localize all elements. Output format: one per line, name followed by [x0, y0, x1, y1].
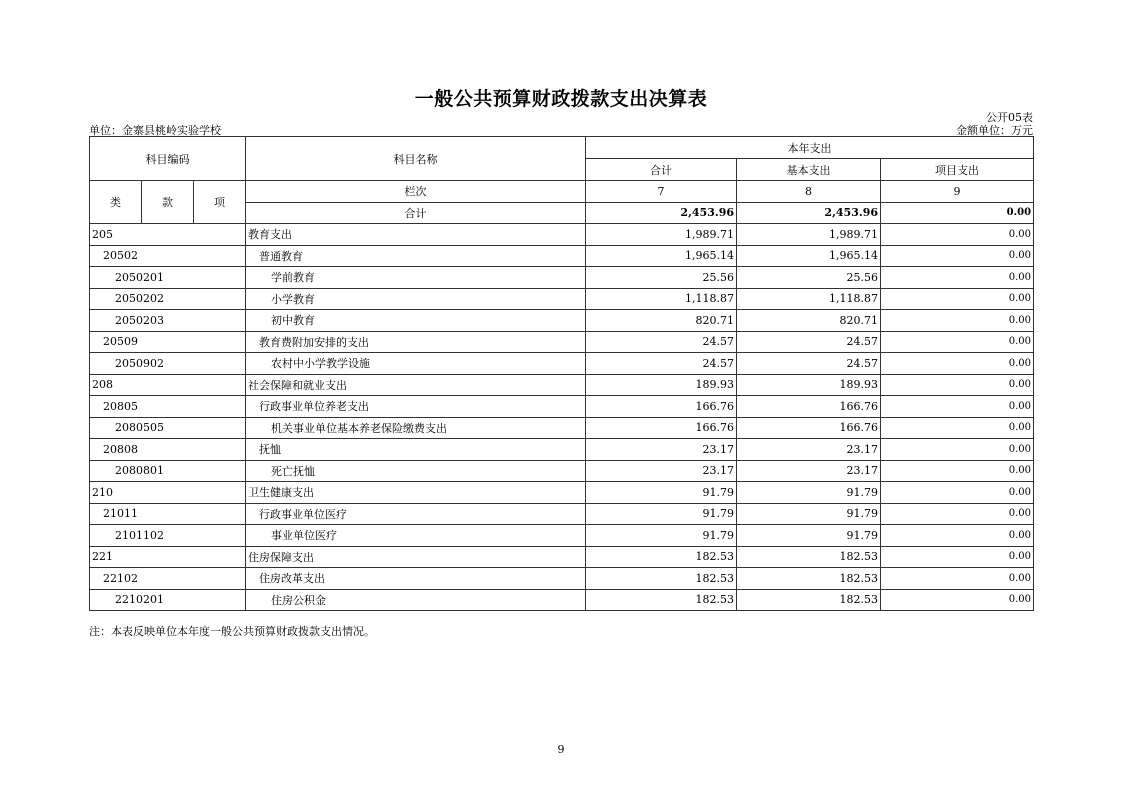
form-number: 公开05表 [986, 111, 1033, 124]
row-basic: 166.76 [737, 417, 881, 439]
row-basic: 166.76 [737, 396, 881, 418]
row-total: 24.57 [586, 331, 737, 353]
table-note: 注：本表反映单位本年度一般公共预算财政拨款支出情况。 [89, 625, 375, 638]
row-basic: 182.53 [737, 546, 881, 568]
row-code: 208 [90, 374, 246, 396]
row-total: 23.17 [586, 460, 737, 482]
total-row-label: 合计 [246, 202, 586, 224]
table-row [90, 374, 1034, 396]
table-row [90, 396, 1034, 418]
row-code: 22102 [90, 568, 246, 590]
expenditure-table [89, 136, 1034, 611]
row-name: 住房保障支出 [246, 546, 586, 568]
header-total: 合计 [586, 159, 737, 181]
header-current-year-expenditure: 本年支出 [586, 137, 1034, 159]
row-name: 学前教育 [246, 267, 586, 289]
table-row [90, 568, 1034, 590]
row-code: 210 [90, 482, 246, 504]
row-code: 205 [90, 224, 246, 246]
row-project: 0.00 [881, 267, 1034, 289]
header-col-basic-no: 8 [737, 181, 881, 203]
header-col-project-no: 9 [881, 181, 1034, 203]
row-name: 行政事业单位养老支出 [246, 396, 586, 418]
table-row [90, 331, 1034, 353]
row-project: 0.00 [881, 525, 1034, 547]
table-row [90, 503, 1034, 525]
table-row [90, 353, 1034, 375]
row-total: 166.76 [586, 417, 737, 439]
row-name: 机关事业单位基本养老保险缴费支出 [246, 417, 586, 439]
total-row-total: 2,453.96 [586, 202, 737, 224]
row-basic: 25.56 [737, 267, 881, 289]
row-code: 2080505 [90, 417, 246, 439]
table-row [90, 224, 1034, 246]
row-basic: 91.79 [737, 503, 881, 525]
row-name: 农村中小学教学设施 [246, 353, 586, 375]
row-project: 0.00 [881, 224, 1034, 246]
row-code: 2050202 [90, 288, 246, 310]
row-project: 0.00 [881, 417, 1034, 439]
row-basic: 23.17 [737, 439, 881, 461]
row-project: 0.00 [881, 482, 1034, 504]
row-basic: 91.79 [737, 525, 881, 547]
row-project: 0.00 [881, 331, 1034, 353]
row-basic: 24.57 [737, 353, 881, 375]
table-row [90, 482, 1034, 504]
row-name: 抚恤 [246, 439, 586, 461]
row-project: 0.00 [881, 589, 1034, 611]
row-project: 0.00 [881, 245, 1034, 267]
row-basic: 24.57 [737, 331, 881, 353]
row-total: 23.17 [586, 439, 737, 461]
row-code: 221 [90, 546, 246, 568]
row-total: 91.79 [586, 503, 737, 525]
table-row [90, 267, 1034, 289]
table-row [90, 546, 1034, 568]
row-name: 卫生健康支出 [246, 482, 586, 504]
row-basic: 820.71 [737, 310, 881, 332]
row-code: 20808 [90, 439, 246, 461]
row-basic: 1,989.71 [737, 224, 881, 246]
row-name: 住房公积金 [246, 589, 586, 611]
row-basic: 182.53 [737, 589, 881, 611]
row-code: 2210201 [90, 589, 246, 611]
row-name: 教育支出 [246, 224, 586, 246]
row-total: 91.79 [586, 525, 737, 547]
row-code: 20509 [90, 331, 246, 353]
header-column-order: 栏次 [246, 181, 586, 203]
header-class: 类 [90, 181, 142, 224]
unit-label: 单位：金寨县桃岭实验学校 [89, 124, 221, 137]
row-project: 0.00 [881, 439, 1034, 461]
row-total: 189.93 [586, 374, 737, 396]
row-total: 182.53 [586, 546, 737, 568]
row-name: 行政事业单位医疗 [246, 503, 586, 525]
header-basic: 基本支出 [737, 159, 881, 181]
page-number: 9 [557, 743, 565, 756]
row-basic: 1,118.87 [737, 288, 881, 310]
header-section: 款 [142, 181, 194, 224]
header-project: 项目支出 [881, 159, 1034, 181]
total-row-basic: 2,453.96 [737, 202, 881, 224]
row-project: 0.00 [881, 568, 1034, 590]
row-basic: 182.53 [737, 568, 881, 590]
table-row [90, 288, 1034, 310]
header-subject-name: 科目名称 [246, 137, 586, 181]
row-name: 初中教育 [246, 310, 586, 332]
row-total: 1,118.87 [586, 288, 737, 310]
row-name: 普通教育 [246, 245, 586, 267]
table-row [90, 245, 1034, 267]
row-code: 21011 [90, 503, 246, 525]
row-total: 820.71 [586, 310, 737, 332]
row-code: 20805 [90, 396, 246, 418]
row-total: 25.56 [586, 267, 737, 289]
money-unit-label: 金额单位：万元 [956, 124, 1033, 137]
row-code: 2101102 [90, 525, 246, 547]
row-code: 2050203 [90, 310, 246, 332]
row-project: 0.00 [881, 396, 1034, 418]
row-code: 2050201 [90, 267, 246, 289]
row-total: 1,965.14 [586, 245, 737, 267]
row-project: 0.00 [881, 288, 1034, 310]
header-subject-code: 科目编码 [90, 137, 246, 181]
row-project: 0.00 [881, 374, 1034, 396]
row-name: 教育费附加安排的支出 [246, 331, 586, 353]
row-project: 0.00 [881, 503, 1034, 525]
total-row-project: 0.00 [881, 202, 1034, 224]
table-row [90, 439, 1034, 461]
header-item: 项 [194, 181, 246, 224]
table-row [90, 460, 1034, 482]
row-total: 1,989.71 [586, 224, 737, 246]
row-name: 小学教育 [246, 288, 586, 310]
table-row [90, 525, 1034, 547]
row-name: 住房改革支出 [246, 568, 586, 590]
row-total: 24.57 [586, 353, 737, 375]
row-code: 20502 [90, 245, 246, 267]
row-total: 182.53 [586, 589, 737, 611]
header-col-total-no: 7 [586, 181, 737, 203]
row-project: 0.00 [881, 546, 1034, 568]
row-total: 182.53 [586, 568, 737, 590]
row-basic: 91.79 [737, 482, 881, 504]
table-row [90, 310, 1034, 332]
table-row [90, 589, 1034, 611]
row-project: 0.00 [881, 310, 1034, 332]
row-total: 91.79 [586, 482, 737, 504]
row-code: 2050902 [90, 353, 246, 375]
page-title: 一般公共预算财政拨款支出决算表 [414, 88, 708, 110]
row-name: 死亡抚恤 [246, 460, 586, 482]
row-name: 社会保障和就业支出 [246, 374, 586, 396]
row-basic: 1,965.14 [737, 245, 881, 267]
row-project: 0.00 [881, 460, 1034, 482]
row-name: 事业单位医疗 [246, 525, 586, 547]
table-row [90, 417, 1034, 439]
row-code: 2080801 [90, 460, 246, 482]
row-basic: 189.93 [737, 374, 881, 396]
row-basic: 23.17 [737, 460, 881, 482]
row-total: 166.76 [586, 396, 737, 418]
row-project: 0.00 [881, 353, 1034, 375]
